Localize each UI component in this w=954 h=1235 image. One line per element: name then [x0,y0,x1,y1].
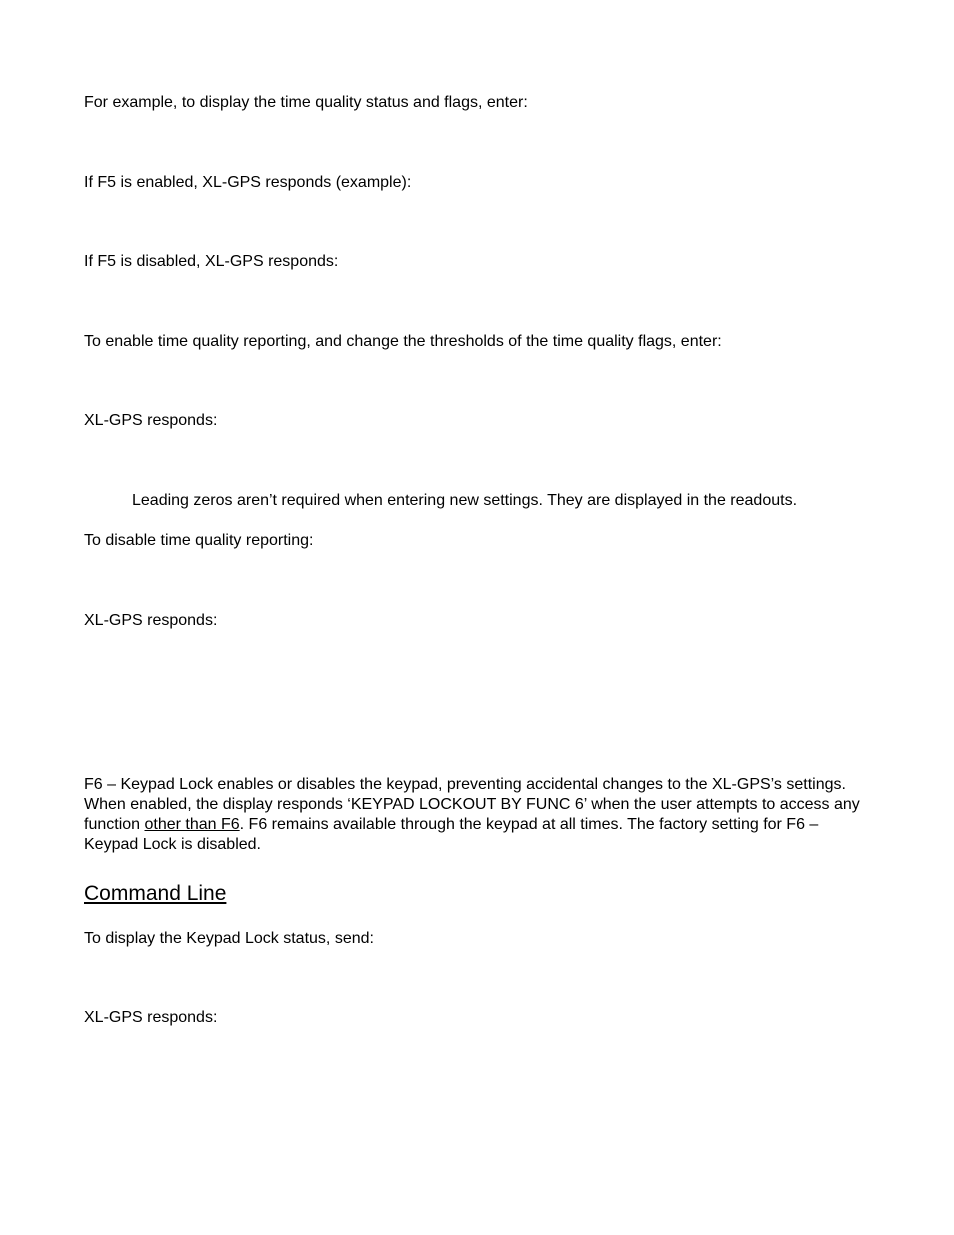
f6-paragraph-underlined: other than F6 [144,816,240,833]
disable-reporting-text: To disable time quality reporting: [84,532,314,549]
display-example-text: For example, to display the time quality status and flags, enter: [84,94,528,111]
f5-enabled-text: If F5 is enabled, XL-GPS responds (example): [84,174,412,191]
leading-zeros-note: Leading zeros aren’t required when entering new settings. They are displayed in the readouts. [132,492,798,509]
responds-text-1: XL-GPS responds: [84,412,218,429]
f6-paragraph-part-1: F6 – Keypad Lock enables or disables the keypad, preventing accidental changes to the XL-GPS’s settings. When enabled, the display responds ‘KEYPAD LOCKOUT BY FUNC 6’ when the user attempts to access any function [84,776,860,833]
f6-paragraph-part-2: . F6 remains available through the keypad at all times. The factory setting for F6 – Keypad Lock is disabled. [84,816,819,853]
f5-disabled-text: If F5 is disabled, XL-GPS responds: [84,253,339,270]
command-line-heading: Command Line [84,882,227,905]
enable-reporting-text: To enable time quality reporting, and change the thresholds of the time quality flags, enter: [84,333,722,350]
responds-text-3: XL-GPS responds: [84,1009,218,1026]
responds-text-2: XL-GPS responds: [84,612,218,629]
f6-keypad-lock-paragraph [84,775,874,855]
keypad-display-text: To display the Keypad Lock status, send: [84,930,374,947]
